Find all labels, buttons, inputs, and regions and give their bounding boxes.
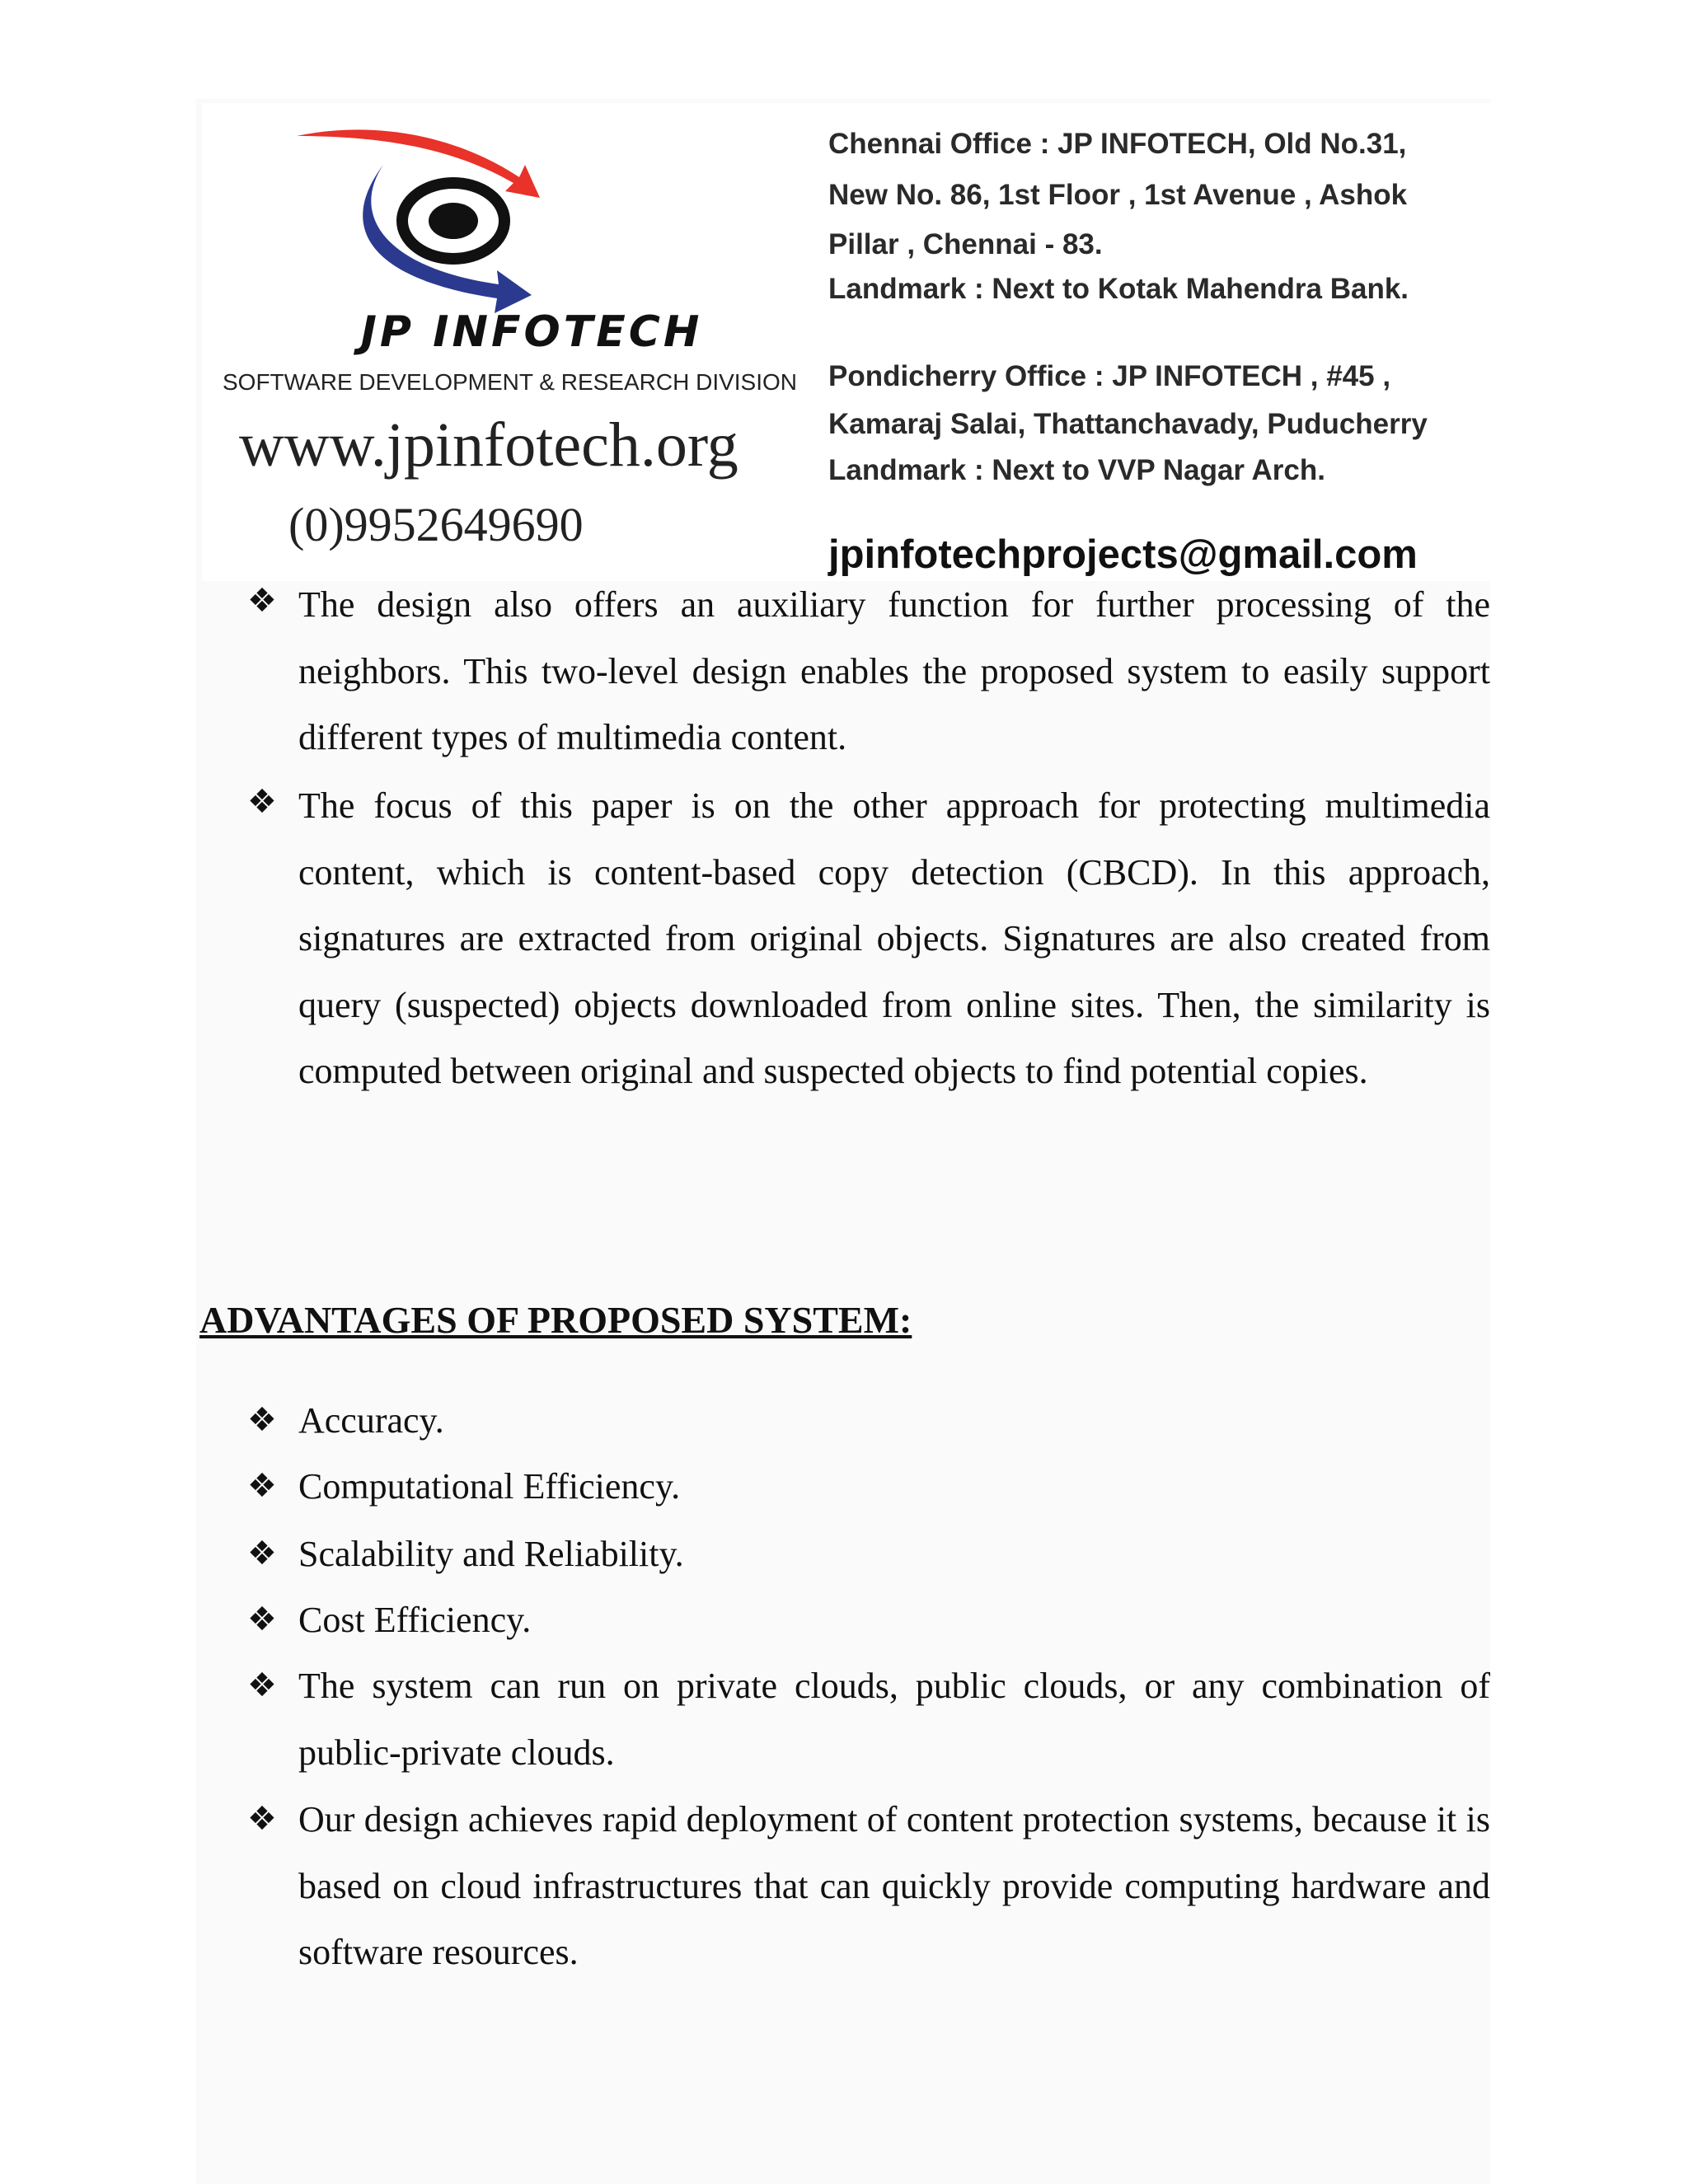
bullet-icon: ❖ [247,1467,277,1505]
brand-website: www.jpinfotech.org [239,410,738,480]
intro-item-2: The focus of this paper is on the other approach for protecting multimedia content, which is content-based copy detection (CBCD). In this approach, signatures are extracted from original objects. Signatures are also created from query (suspected) objects downloaded from online sites. Then, the similarity is computed between original and suspected objects to find potential copies. [298,785,1490,1091]
intro-item-1: The design also offers an auxiliary function for further processing of the neighbors. This two-level design enables the proposed system to easily support different types of multimedia content. [298,584,1490,757]
bullet-icon: ❖ [247,1401,277,1439]
contact-email: jpinfotechprojects@gmail.com [828,532,1418,577]
section-heading: ADVANTAGES OF PROPOSED SYSTEM: [199,1299,912,1341]
bullet-icon: ❖ [247,1666,277,1704]
chennai-line-2: New No. 86, 1st Floor , 1st Avenue , Ashok [828,179,1408,211]
bullet-icon: ❖ [247,1601,277,1638]
chennai-line-3: Pillar , Chennai - 83. [828,228,1103,260]
chennai-line-4: Landmark : Next to Kotak Mahendra Bank. [828,273,1409,305]
advantage-item-2: Computational Efficiency. [298,1466,681,1507]
bullet-icon: ❖ [247,1800,277,1838]
brand-name: JP INFOTECH [360,307,703,357]
bullet-icon: ❖ [247,1535,277,1572]
advantage-item-3: Scalability and Reliability. [298,1534,684,1574]
pondicherry-line-1: Pondicherry Office : JP INFOTECH , #45 , [828,360,1391,392]
brand-subtitle: SOFTWARE DEVELOPMENT & RESEARCH DIVISION [223,369,798,395]
advantage-item-1: Accuracy. [298,1400,444,1441]
brand-phone: (0)9952649690 [288,498,584,551]
pondicherry-line-2: Kamaraj Salai, Thattanchavady, Puducherry [828,408,1428,440]
advantage-item-6: Our design achieves rapid deployment of content protection systems, because it is based on cloud infrastructures that can quickly provide computing hardware and software resources. [298,1799,1490,1972]
bullet-icon: ❖ [247,582,277,620]
bullet-icon: ❖ [247,783,277,821]
pondicherry-line-3: Landmark : Next to VVP Nagar Arch. [828,454,1325,486]
advantage-item-4: Cost Efficiency. [298,1600,532,1640]
chennai-line-1: Chennai Office : JP INFOTECH, Old No.31, [828,128,1407,160]
advantage-item-5: The system can run on private clouds, public clouds, or any combination of public-private clouds. [298,1666,1490,1773]
